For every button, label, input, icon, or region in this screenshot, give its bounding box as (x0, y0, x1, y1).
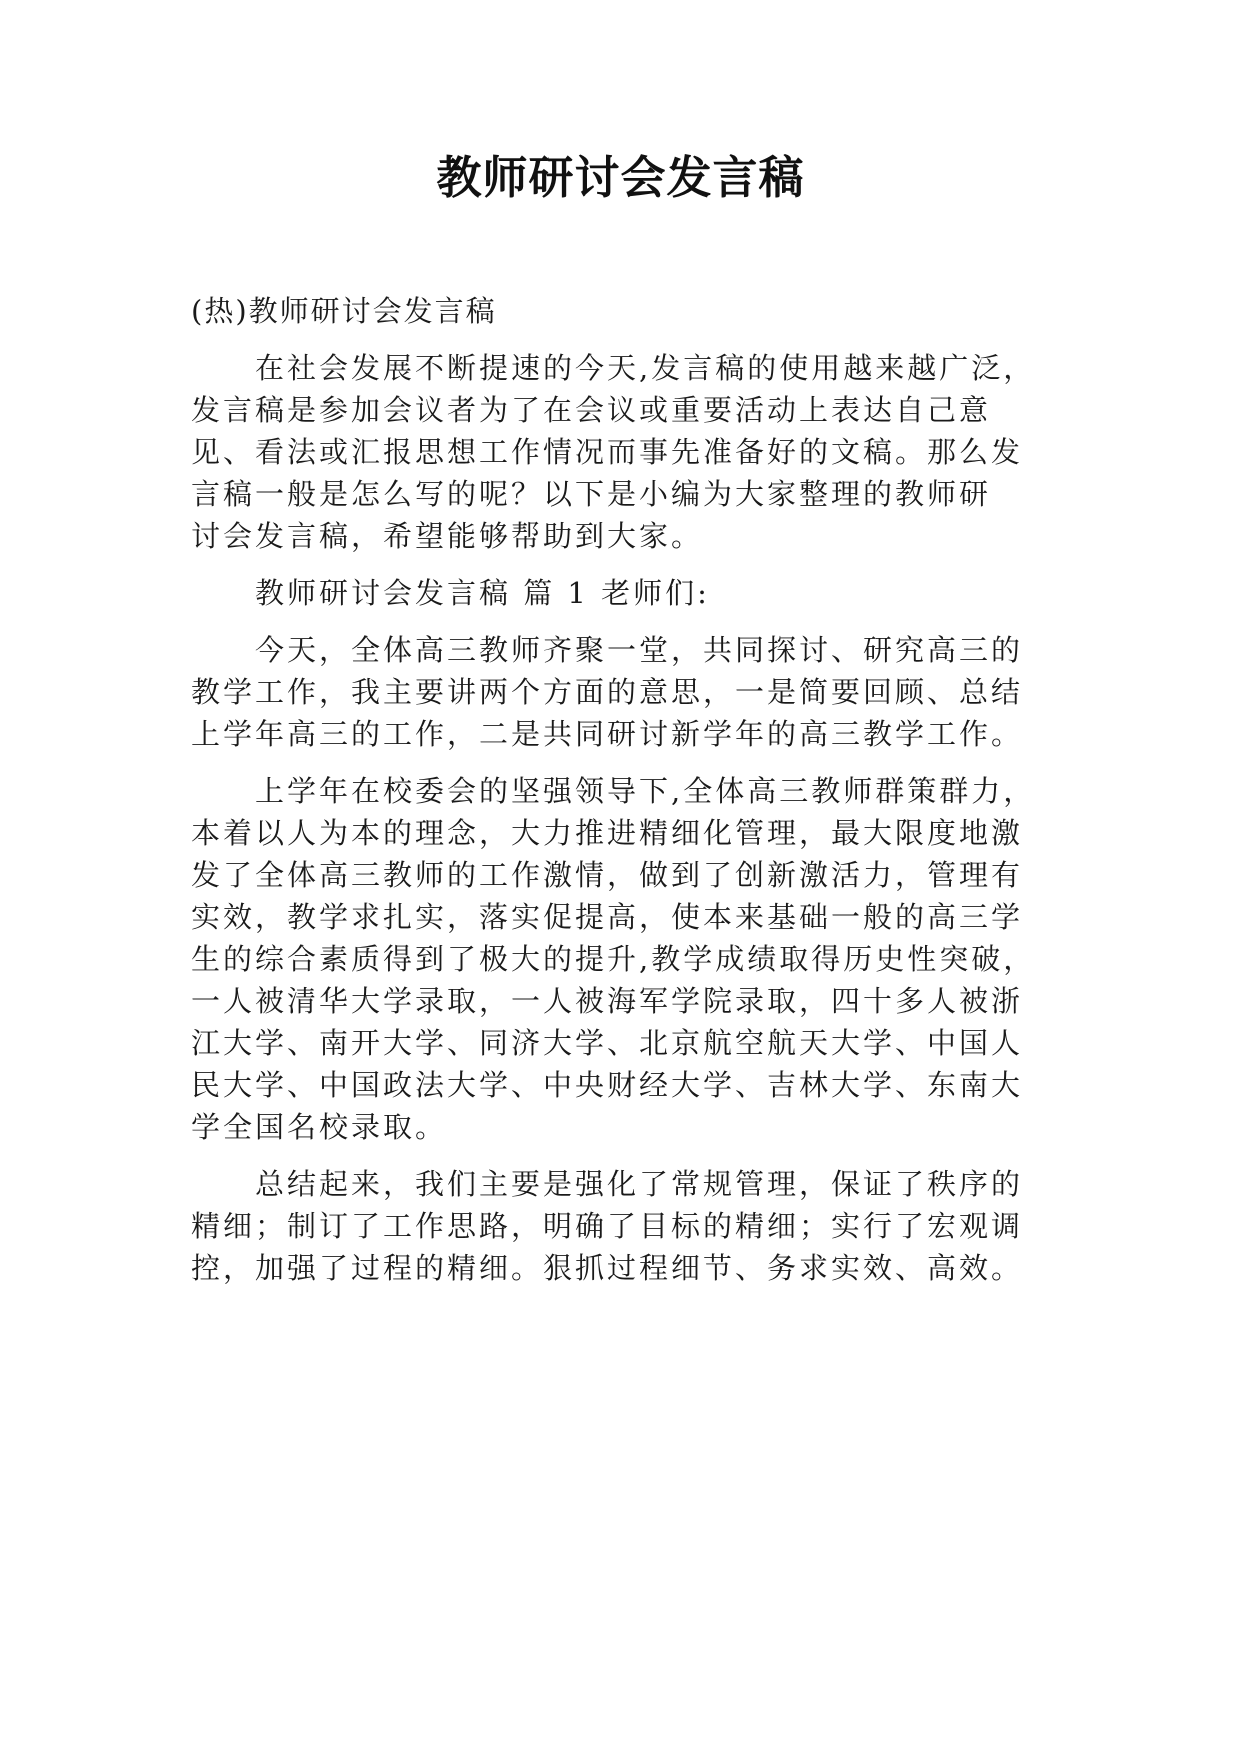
paragraph-review (191, 770, 1061, 1148)
text-line: 本着以人为本的理念，大力推进精细化管理，最大限度地激 (191, 816, 1024, 850)
text-line: 控，加强了过程的精细。狠抓过程细节、务求实效、高效。 (191, 1251, 1024, 1285)
text-line: 一人被清华大学录取，一人被海军学院录取，四十多人被浙 (191, 984, 1024, 1018)
text-line: 发言稿是参加会议者为了在会议或重要活动上表达自己意 (191, 393, 992, 427)
text-line: 总结起来，我们主要是强化了常规管理，保证了秩序的 (255, 1167, 1024, 1201)
document-body (191, 290, 1061, 1304)
text-line: 上学年在校委会的坚强领导下,全体高三教师群策群力， (255, 774, 1036, 808)
text-line: 讨会发言稿，希望能够帮助到大家。 (191, 519, 704, 553)
text-line: 见、看法或汇报思想工作情况而事先准备好的文稿。那么发 (191, 435, 1024, 469)
text-line: 在社会发展不断提速的今天,发言稿的使用越来越广泛， (255, 351, 1036, 385)
paragraph-intro (191, 347, 1061, 557)
text-line: 教师研讨会发言稿 篇 1 老师们: (255, 576, 710, 610)
paragraph-summary (191, 1163, 1061, 1289)
text-line: 言稿一般是怎么写的呢？以下是小编为大家整理的教师研 (191, 477, 992, 511)
text-line: 教学工作，我主要讲两个方面的意思，一是简要回顾、总结 (191, 675, 1024, 709)
paragraph-section-heading (191, 572, 1061, 614)
text-line: 发了全体高三教师的工作激情，做到了创新激活力，管理有 (191, 858, 1024, 892)
text-line: 民大学、中国政法大学、中央财经大学、吉林大学、东南大 (191, 1068, 1024, 1102)
document-subtitle: (热)教师研讨会发言稿 (191, 294, 497, 328)
paragraph-opening (191, 629, 1061, 755)
text-line: 精细；制订了工作思路，明确了目标的精细；实行了宏观调 (191, 1209, 1024, 1243)
text-line: 今天，全体高三教师齐聚一堂，共同探讨、研究高三的 (255, 633, 1024, 667)
text-line: 生的综合素质得到了极大的提升,教学成绩取得历史性突破， (191, 942, 1036, 976)
text-line: 学全国名校录取。 (191, 1110, 448, 1144)
text-line: 江大学、南开大学、同济大学、北京航空航天大学、中国人 (191, 1026, 1024, 1060)
text-line: 上学年高三的工作，二是共同研讨新学年的高三教学工作。 (191, 717, 1024, 751)
document-title: 教师研讨会发言稿 (436, 151, 805, 204)
text-line: 实效，教学求扎实，落实促提高，使本来基础一般的高三学 (191, 900, 1024, 934)
